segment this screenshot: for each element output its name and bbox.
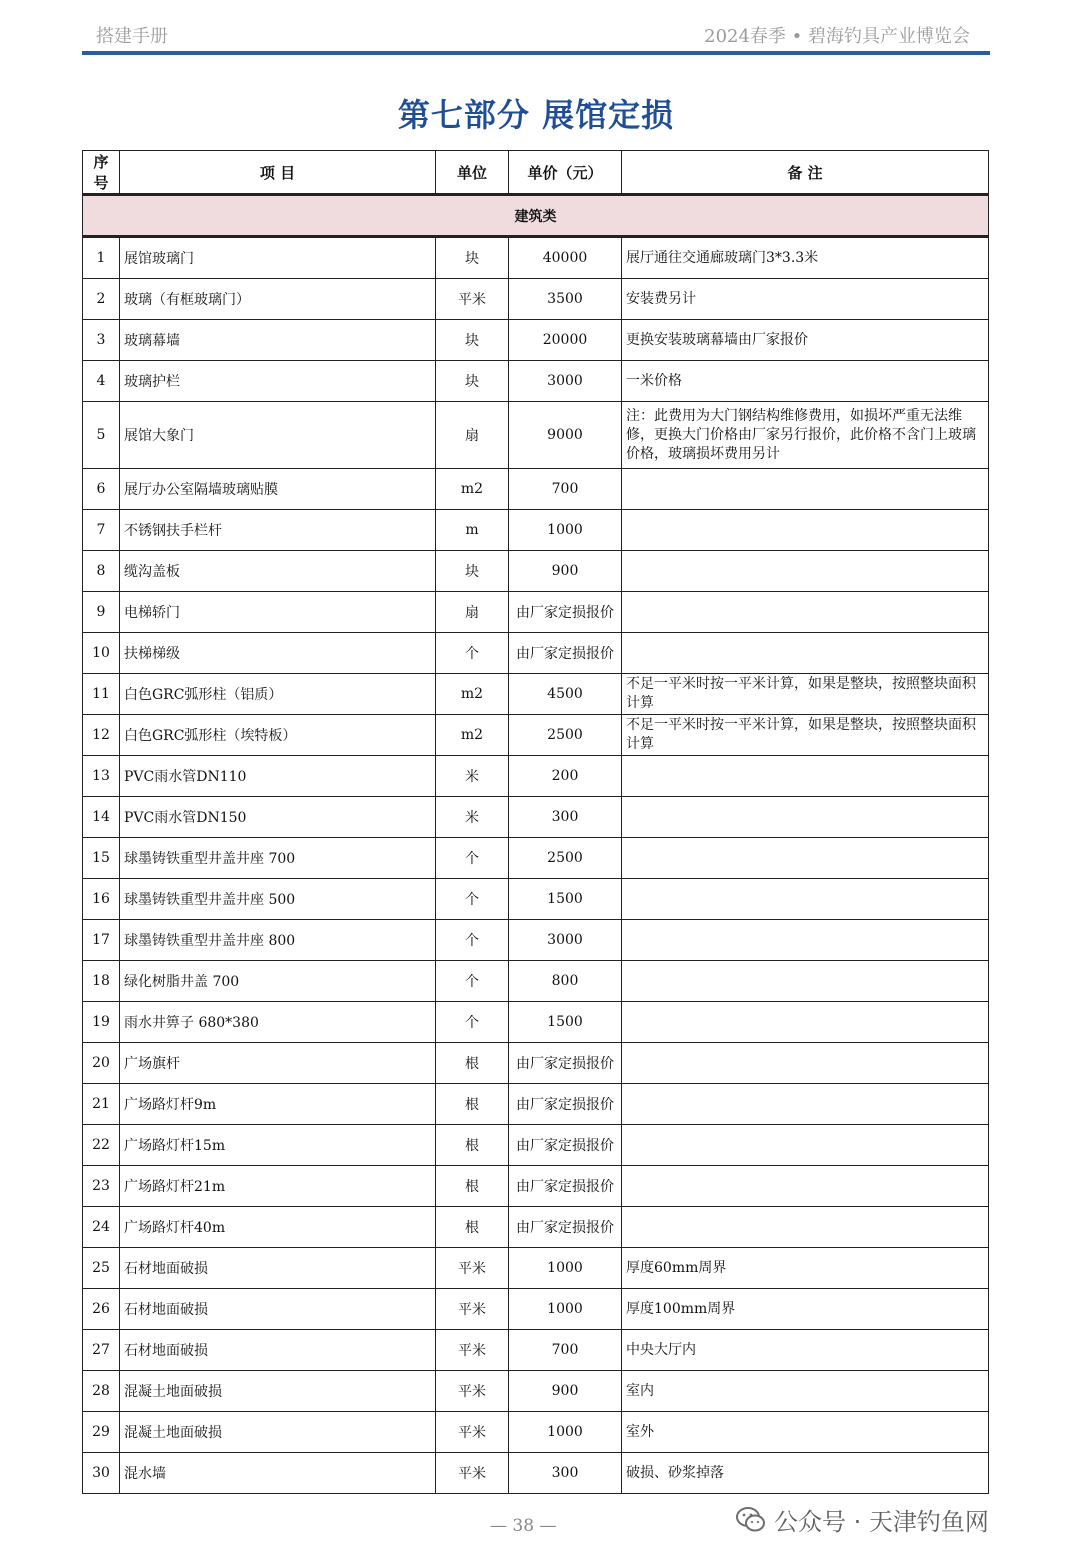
table-row <box>83 1289 989 1330</box>
row-item: 缆沟盖板 <box>120 551 436 592</box>
row-item: PVC雨水管DN150 <box>120 797 436 838</box>
watermark-text: 公众号 · 天津钓鱼网 <box>774 1508 989 1536</box>
row-number: 15 <box>83 838 120 879</box>
row-price: 4500 <box>509 674 622 715</box>
table-row <box>83 1002 989 1043</box>
row-note <box>622 961 989 1002</box>
row-item: 玻璃幕墙 <box>120 320 436 361</box>
column-header-item: 项 目 <box>120 151 436 195</box>
row-unit: 根 <box>436 1043 509 1084</box>
row-number: 20 <box>83 1043 120 1084</box>
row-note <box>622 1207 989 1248</box>
row-number: 26 <box>83 1289 120 1330</box>
row-price: 1000 <box>509 510 622 551</box>
row-item: 玻璃护栏 <box>120 361 436 402</box>
table-header-row <box>83 151 989 195</box>
table-row <box>83 1084 989 1125</box>
row-note: 注：此费用为大门钢结构维修费用，如损坏严重无法维修，更换大门价格由厂家另行报价，此价格不含门上玻璃价格，玻璃损坏费用另计 <box>622 402 989 469</box>
row-number: 3 <box>83 320 120 361</box>
row-unit: 根 <box>436 1207 509 1248</box>
row-number: 10 <box>83 633 120 674</box>
row-note <box>622 1084 989 1125</box>
row-number: 17 <box>83 920 120 961</box>
header-expo-title: 2024春季 • 碧海钓具产业博览会 <box>704 26 970 47</box>
table-row <box>83 674 989 715</box>
row-item: PVC雨水管DN110 <box>120 756 436 797</box>
row-price: 由厂家定损报价 <box>509 1084 622 1125</box>
table-row <box>83 920 989 961</box>
wechat-icon <box>736 1506 766 1534</box>
row-number: 12 <box>83 715 120 756</box>
table-row <box>83 715 989 756</box>
column-header-unit: 单位 <box>436 151 509 195</box>
row-price: 700 <box>509 1330 622 1371</box>
section-label: 建筑类 <box>83 195 989 237</box>
row-unit: 平米 <box>436 1330 509 1371</box>
row-number: 30 <box>83 1453 120 1494</box>
table-row <box>83 797 989 838</box>
row-note <box>622 633 989 674</box>
row-note <box>622 797 989 838</box>
row-price: 9000 <box>509 402 622 469</box>
row-unit: 根 <box>436 1166 509 1207</box>
row-unit: 个 <box>436 879 509 920</box>
row-number: 19 <box>83 1002 120 1043</box>
row-item: 混凝土地面破损 <box>120 1371 436 1412</box>
row-price: 900 <box>509 1371 622 1412</box>
row-number: 18 <box>83 961 120 1002</box>
row-price: 由厂家定损报价 <box>509 592 622 633</box>
row-number: 13 <box>83 756 120 797</box>
row-note: 室外 <box>622 1412 989 1453</box>
header-divider <box>82 51 990 55</box>
row-item: 玻璃（有框玻璃门） <box>120 279 436 320</box>
row-number: 8 <box>83 551 120 592</box>
table-row <box>83 961 989 1002</box>
row-unit: 个 <box>436 961 509 1002</box>
row-price: 300 <box>509 1453 622 1494</box>
row-price: 由厂家定损报价 <box>509 1043 622 1084</box>
row-item: 广场旗杆 <box>120 1043 436 1084</box>
row-number: 5 <box>83 402 120 469</box>
table-row <box>83 1371 989 1412</box>
row-price: 900 <box>509 551 622 592</box>
row-item: 广场路灯杆15m <box>120 1125 436 1166</box>
row-item: 白色GRC弧形柱（埃特板） <box>120 715 436 756</box>
row-price: 3500 <box>509 279 622 320</box>
row-number: 21 <box>83 1084 120 1125</box>
row-note <box>622 879 989 920</box>
row-note <box>622 510 989 551</box>
row-unit: 块 <box>436 551 509 592</box>
row-price: 300 <box>509 797 622 838</box>
row-number: 7 <box>83 510 120 551</box>
table-row <box>83 361 989 402</box>
row-number: 6 <box>83 469 120 510</box>
table-row <box>83 1453 989 1494</box>
row-item: 广场路灯杆21m <box>120 1166 436 1207</box>
row-item: 白色GRC弧形柱（铝质） <box>120 674 436 715</box>
row-note: 不足一平米时按一平米计算，如果是整块，按照整块面积计算 <box>622 674 989 715</box>
header-manual-title: 搭建手册 <box>96 26 168 47</box>
row-note <box>622 920 989 961</box>
row-price: 2500 <box>509 838 622 879</box>
table-row <box>83 279 989 320</box>
row-item: 球墨铸铁重型井盖井座 500 <box>120 879 436 920</box>
row-note: 室内 <box>622 1371 989 1412</box>
row-price: 20000 <box>509 320 622 361</box>
row-item: 展馆玻璃门 <box>120 237 436 279</box>
row-unit: 扇 <box>436 402 509 469</box>
row-unit: 个 <box>436 838 509 879</box>
row-number: 9 <box>83 592 120 633</box>
row-note: 一米价格 <box>622 361 989 402</box>
table-row <box>83 1330 989 1371</box>
table-row <box>83 838 989 879</box>
table-row <box>83 469 989 510</box>
row-number: 11 <box>83 674 120 715</box>
table-row <box>83 1412 989 1453</box>
row-note: 破损、砂浆掉落 <box>622 1453 989 1494</box>
page-title: 第七部分 展馆定损 <box>397 96 675 134</box>
row-unit: 平米 <box>436 1453 509 1494</box>
row-note: 安装费另计 <box>622 279 989 320</box>
row-note <box>622 1166 989 1207</box>
table-row <box>83 510 989 551</box>
row-unit: m2 <box>436 715 509 756</box>
row-price: 3000 <box>509 920 622 961</box>
row-price: 700 <box>509 469 622 510</box>
table-row <box>83 1248 989 1289</box>
row-price: 1000 <box>509 1289 622 1330</box>
table-row <box>83 402 989 469</box>
row-unit: m2 <box>436 674 509 715</box>
table-row <box>83 592 989 633</box>
table-row <box>83 879 989 920</box>
row-unit: 米 <box>436 756 509 797</box>
table-row <box>83 551 989 592</box>
row-item: 展厅办公室隔墙玻璃贴膜 <box>120 469 436 510</box>
watermark <box>736 1502 989 1537</box>
row-unit: 米 <box>436 797 509 838</box>
row-note <box>622 469 989 510</box>
row-price: 由厂家定损报价 <box>509 1207 622 1248</box>
row-item: 石材地面破损 <box>120 1248 436 1289</box>
row-number: 29 <box>83 1412 120 1453</box>
row-note <box>622 1125 989 1166</box>
row-price: 1500 <box>509 879 622 920</box>
row-unit: 根 <box>436 1084 509 1125</box>
row-item: 广场路灯杆9m <box>120 1084 436 1125</box>
row-price: 1500 <box>509 1002 622 1043</box>
row-note <box>622 838 989 879</box>
row-number: 1 <box>83 237 120 279</box>
row-number: 27 <box>83 1330 120 1371</box>
row-number: 24 <box>83 1207 120 1248</box>
row-note <box>622 1043 989 1084</box>
row-note <box>622 592 989 633</box>
section-row <box>83 195 989 237</box>
column-header-note: 备 注 <box>622 151 989 195</box>
row-number: 14 <box>83 797 120 838</box>
row-note: 中央大厅内 <box>622 1330 989 1371</box>
row-price: 由厂家定损报价 <box>509 1125 622 1166</box>
damage-assessment-table <box>82 150 989 1494</box>
table-row <box>83 1207 989 1248</box>
row-unit: 块 <box>436 320 509 361</box>
row-number: 28 <box>83 1371 120 1412</box>
row-unit: m2 <box>436 469 509 510</box>
table-row <box>83 1125 989 1166</box>
row-note <box>622 551 989 592</box>
row-note <box>622 756 989 797</box>
row-item: 石材地面破损 <box>120 1330 436 1371</box>
row-unit: 根 <box>436 1125 509 1166</box>
row-unit: 个 <box>436 1002 509 1043</box>
row-unit: 平米 <box>436 1371 509 1412</box>
row-price: 由厂家定损报价 <box>509 1166 622 1207</box>
row-item: 混凝土地面破损 <box>120 1412 436 1453</box>
row-number: 2 <box>83 279 120 320</box>
row-price: 2500 <box>509 715 622 756</box>
row-note: 厚度60mm周界 <box>622 1248 989 1289</box>
row-unit: 块 <box>436 237 509 279</box>
row-note: 更换安装玻璃幕墙由厂家报价 <box>622 320 989 361</box>
row-item: 石材地面破损 <box>120 1289 436 1330</box>
row-item: 球墨铸铁重型井盖井座 700 <box>120 838 436 879</box>
row-unit: m <box>436 510 509 551</box>
row-price: 3000 <box>509 361 622 402</box>
row-item: 雨水井箅子 680*380 <box>120 1002 436 1043</box>
row-item: 扶梯梯级 <box>120 633 436 674</box>
table-row <box>83 1043 989 1084</box>
row-number: 23 <box>83 1166 120 1207</box>
table-row <box>83 320 989 361</box>
row-price: 由厂家定损报价 <box>509 633 622 674</box>
row-unit: 扇 <box>436 592 509 633</box>
row-item: 不锈钢扶手栏杆 <box>120 510 436 551</box>
row-item: 电梯轿门 <box>120 592 436 633</box>
row-number: 4 <box>83 361 120 402</box>
row-item: 球墨铸铁重型井盖井座 800 <box>120 920 436 961</box>
row-unit: 平米 <box>436 1412 509 1453</box>
row-price: 800 <box>509 961 622 1002</box>
row-number: 16 <box>83 879 120 920</box>
row-item: 绿化树脂井盖 700 <box>120 961 436 1002</box>
column-header-number: 序号 <box>83 151 120 195</box>
column-header-price: 单价（元） <box>509 151 622 195</box>
row-note <box>622 1002 989 1043</box>
row-unit: 个 <box>436 920 509 961</box>
row-unit: 平米 <box>436 1289 509 1330</box>
row-number: 22 <box>83 1125 120 1166</box>
row-note: 厚度100mm周界 <box>622 1289 989 1330</box>
row-unit: 平米 <box>436 279 509 320</box>
row-unit: 平米 <box>436 1248 509 1289</box>
page-number: — 38 — <box>490 1516 557 1536</box>
table-row <box>83 756 989 797</box>
row-price: 40000 <box>509 237 622 279</box>
row-note: 不足一平米时按一平米计算，如果是整块，按照整块面积计算 <box>622 715 989 756</box>
table-row <box>83 633 989 674</box>
table-row <box>83 237 989 279</box>
table-row <box>83 1166 989 1207</box>
row-price: 1000 <box>509 1412 622 1453</box>
row-unit: 个 <box>436 633 509 674</box>
row-item: 广场路灯杆40m <box>120 1207 436 1248</box>
row-note: 展厅通往交通廊玻璃门3*3.3米 <box>622 237 989 279</box>
row-unit: 块 <box>436 361 509 402</box>
row-number: 25 <box>83 1248 120 1289</box>
row-price: 200 <box>509 756 622 797</box>
row-item: 混水墙 <box>120 1453 436 1494</box>
row-price: 1000 <box>509 1248 622 1289</box>
row-item: 展馆大象门 <box>120 402 436 469</box>
